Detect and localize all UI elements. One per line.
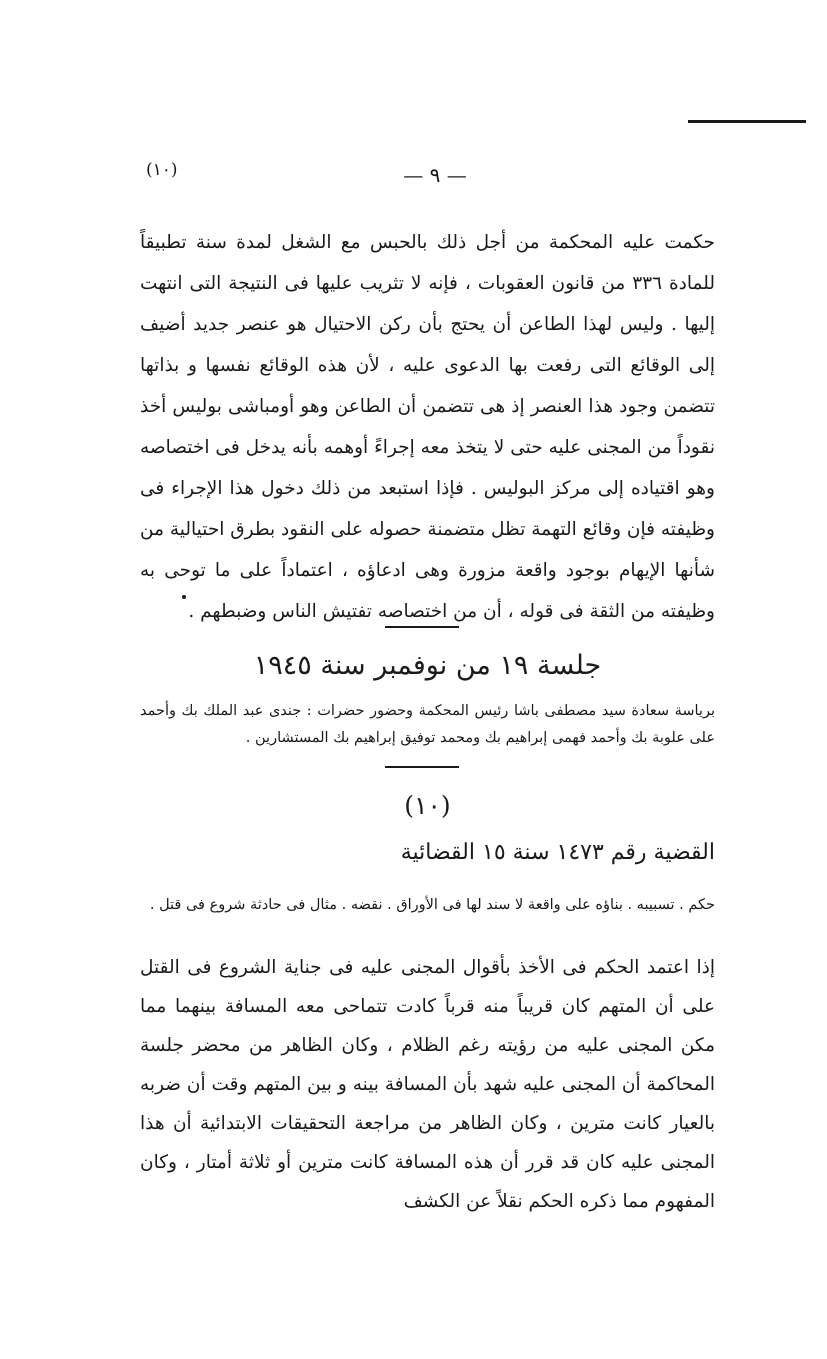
case-body	[140, 948, 715, 1221]
section-divider-top	[385, 626, 459, 628]
page-number: — ٩ —	[403, 163, 467, 187]
running-case-tag: (١٠)	[146, 160, 178, 180]
case-number: (١٠)	[404, 791, 451, 820]
case-body-paragraph: إذا اعتمد الحكم فى الأخذ بأقوال المجنى عليه فى جناية الشروع فى القتل على أن المتهم كان قريباً منه قرباً كادت تتماحى معه المسافة بينهما مما مكن المجنى عليه من رؤيته رغم الظلام ، وكان الظاهر من محضر جلسة المحاكمة أن المجنى عليه شهد بأن المسافة بينه و بين المتهم وقت أن ضربه بالعيار كانت مترين ، وكان الظاهر من مراجعة التحقيقات الابتدائية أن هذا المجنى عليه كان قد قرر أن هذه المسافة كانت مترين أو ثلاثة أمتار ، وكان المفهوم مما ذكره الحكم نقلاً عن الكشف	[140, 957, 715, 1212]
case-heading: القضية رقم ١٤٧٣ سنة ١٥ القضائية	[400, 840, 715, 865]
session-presidency	[140, 698, 715, 752]
summary-text: حكم . تسبيبه . بناؤه على واقعة لا سند لها فى الأوراق . نقضه . مثال فى حادثة شروع فى قتل .	[149, 897, 715, 913]
previous-case-continuation	[140, 222, 715, 632]
continuation-paragraph: حكمت عليه المحكمة من أجل ذلك بالحبس مع الشغل لمدة سنة تطبيقاً للمادة ٣٣٦ من قانون العقوبات ، فإنه لا تثريب عليها فى النتيجة التى انتهت إليها . وليس لهذا الطاعن أن يحتج بأن ركن الاحتيال هو عنصر جديد أضيف إلى الوقائع التى رفعت بها الدعوى عليه ، لأن هذه الوقائع نفسها و بذاتها تتضمن وجود هذا العنصر إذ هى تتضمن أن الطاعن وهو أومباشى بوليس أخذ نقوداً من المجنى عليه حتى لا يتخذ معه إجراءً أوهمه بأنه يدخل فى اختصاصه وهو اقتياده إلى مركز البوليس . فإذا استبعد من ذلك دخول هذا الإجراء فى وظيفته فإن وقائع التهمة تظل متضمنة حصوله على النقود بطرق احتيالية من شأنها الإيهام بوجود واقعة مزورة وهى ادعاؤه ، اعتماداً على ما توحى به وظيفته من الثقة فى قوله ، أن من اختصاصه تفتيش الناس وضبطهم .	[140, 232, 716, 622]
session-title: جلسة ١٩ من نوفمبر سنة ١٩٤٥	[253, 650, 602, 681]
presidency-text: برياسة سعادة سيد مصطفى باشا رئيس المحكمة وحضور حضرات : جندى عبد الملك بك وأحمد على علوبة بك وأحمد فهمى إبراهيم بك ومحمد توفيق إبراهيم بك المستشارين .	[140, 703, 715, 746]
section-divider-bottom	[385, 766, 459, 768]
case-summary	[140, 891, 715, 919]
top-corner-rule	[688, 120, 806, 123]
stray-mark	[182, 595, 186, 599]
